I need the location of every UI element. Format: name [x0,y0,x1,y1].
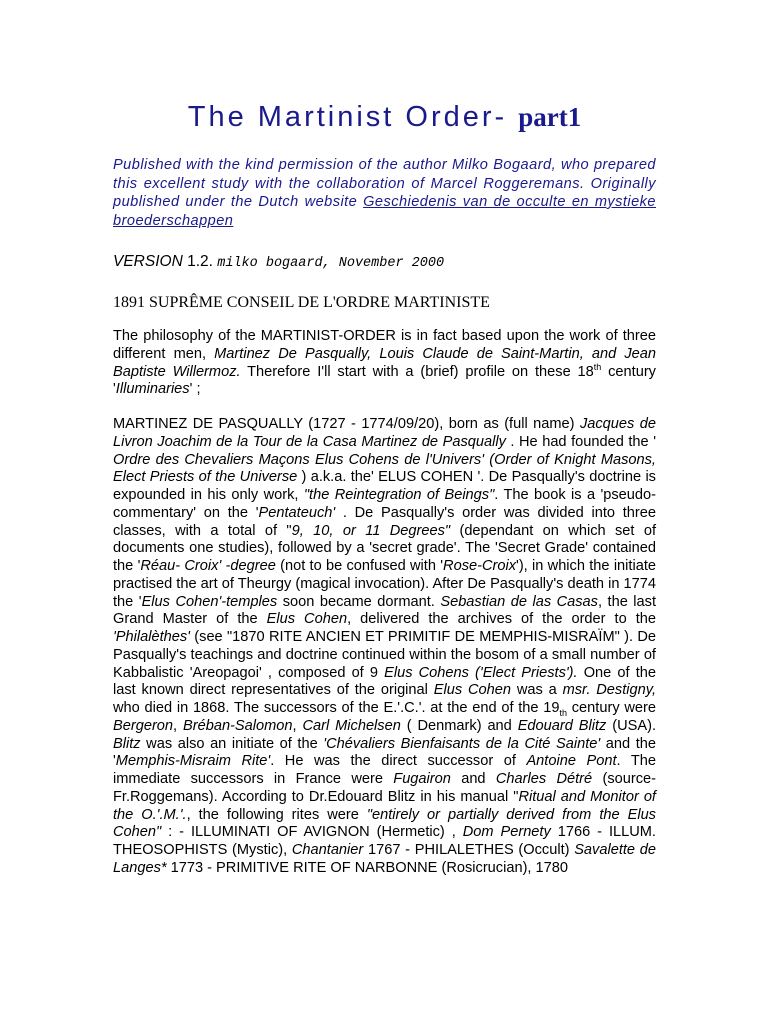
italic-run: Réau- Croix' -degree [140,558,276,574]
text-run: 1766 - ILLUM. THEOSOPHISTS (Mystic), [113,824,656,858]
version-byline: milko bogaard, November 2000 [217,256,445,271]
text-run: (dependant on which set of documents one studies), followed by a 'secret grade'. The 'Secret Grade' contained the ' [113,522,656,574]
italic-run: Rose-Croix [443,558,517,574]
text-run: and [450,771,496,787]
italic-run: Ritual and Monitor of the O.'.M.'. [113,788,656,823]
italic-run: Fugairon [393,771,451,787]
text-run: (see "1870 RITE ANCIEN ET PRIMITIF DE MEMPHIS-MISRAÏM" ). De Pasqually's teachings and doctrine continued within the bosom of a small number of Kabbalistic 'Areopagoi' , composed of 9 [113,629,656,681]
intro-paragraph [113,156,656,230]
italic-run: Elus Cohen [266,611,348,628]
subscript: th [559,707,568,718]
text-run: , [292,717,303,734]
italic-run: Bréban-Salomon [183,717,293,734]
superscript: th [593,361,602,372]
text-run: ' ; [189,381,201,398]
italic-run: Antoine Pont [526,753,617,770]
text-run: '), in which the initiate practised the art of Theurgy (magical invocation). After De Pasqually's death in 1774 the ' [113,558,657,610]
text-run: MARTINEZ DE PASQUALLY (1727 - 1774/09/20), born as (full name) [113,416,580,432]
title-main: The Martinist Order- [187,101,519,133]
text-run: One of the last known direct representatives of the original [113,664,656,699]
text-run: : - ILLUMINATI OF AVIGNON (Hermetic) , [161,824,463,841]
italic-run: 9, 10, or 11 Degrees" [291,522,451,539]
philosophy-paragraph [113,328,656,399]
italic-run: Carl Michelsen [302,717,401,734]
italic-run: Blitz [113,735,141,752]
text-run: 1767 - PHILALETHES (Occult) [363,842,575,858]
italic-run: 'Philalèthes' [113,629,190,645]
italic-run: Jacques de Livron Joachim de la Tour de la Casa Martinez de Pasqually [113,416,656,450]
version-number: 1.2. [182,253,218,270]
italic-run: Memphis-Misraim Rite' [115,753,271,770]
text-run: . The book is a 'pseudo-commentary' on the ' [113,487,657,521]
text-run: , [173,717,183,734]
italic-run: "entirely or partially derived from the Elus Cohen" [113,806,656,841]
text-run: and the ' [113,735,657,770]
text-run: The philosophy of the MARTINIST-ORDER is in fact based upon the work of three different men, [113,328,656,362]
version-label: VERSION [113,253,183,270]
italic-run: Martinez De Pasqually, Louis Claude de Saint-Martin, and Jean Baptiste Willermoz. [113,345,656,380]
italic-run: Sebastian de las Casas [440,593,598,610]
text-run: . De Pasqually's order was divided into three classes, with a total of " [113,504,656,539]
italic-run: Bergeron [113,717,174,734]
source-website-link[interactable]: Geschiedenis van de occulte en mystieke broederschappen [113,194,656,229]
text-run: (not to be confused with ' [275,558,444,574]
text-run: ) a.k.a. the' ELUS COHEN '. De Pasqually's doctrine is expounded in his only work, [113,469,656,503]
text-run: . The immediate successors in France were [113,753,656,787]
text-run: was a [510,682,563,699]
text-run: (USA). [606,717,657,734]
text-run: ( Denmark) and [400,717,518,734]
italic-run: Chantanier [291,842,364,858]
text-run: , the following rites were [186,806,367,823]
italic-run: msr. Destigny, [562,682,656,699]
italic-run: "the Reintegration of Beings" [303,487,495,503]
italic-run: Elus Cohen [433,682,511,699]
page-title [113,0,656,137]
italic-run: 'Chévaliers Bienfaisants de la Cité Sainte' [323,735,601,752]
italic-run: Charles Détré [495,771,593,787]
text-run: . He was the direct successor of [270,753,527,770]
section-heading: 1891 SUPRÊME CONSEIL DE L'ORDRE MARTINISTE [113,294,490,311]
italic-run: Savalette de Langes* [113,842,656,876]
version-line [113,252,656,274]
text-run: century were [567,700,656,716]
italic-run: Ordre des Chevaliers Maçons Elus Cohens de l'Univers' (Order of Knight Masons, Elect Priests of the Universe [113,451,656,486]
text-run: (source-Fr.Roggemans). According to Dr.Edouard Blitz in his manual " [113,771,657,805]
intro-text: Published with the kind permission of the author Milko Bogaard, who prepared this excellent study with the collaboration of Marcel Roggeremans. Originally published under the Dutch website [113,157,656,210]
italic-run: Elus Cohen'-temples [141,593,278,610]
text-run: , the last Grand Master of the [113,593,657,628]
text-run: 1773 - PRIMITIVE RITE OF NARBONNE (Rosicrucian), 1780 [166,859,568,876]
text-run: was also an initiate of the [140,735,324,752]
title-part: part1 [518,102,582,132]
italic-run: Elus Cohens ('Elect Priests'). [384,664,578,681]
text-run: soon became dormant. [277,593,441,610]
italic-run: Edouard Blitz [517,717,607,734]
text-run: . He had founded the ' [505,433,656,450]
text-run: century ' [113,363,656,398]
pasqually-paragraph [113,416,656,878]
italic-run: Illuminaries [115,381,190,398]
text-run: Therefore I'll start with a (brief) profile on these 18 [240,363,594,380]
italic-run: Pentateuch' [258,504,336,521]
text-run: who died in 1868. The successors of the E.'.C.'. at the end of the 19 [113,700,560,716]
text-run: , delivered the archives of the order to the [347,611,656,628]
italic-run: Dom Pernety [462,824,551,841]
